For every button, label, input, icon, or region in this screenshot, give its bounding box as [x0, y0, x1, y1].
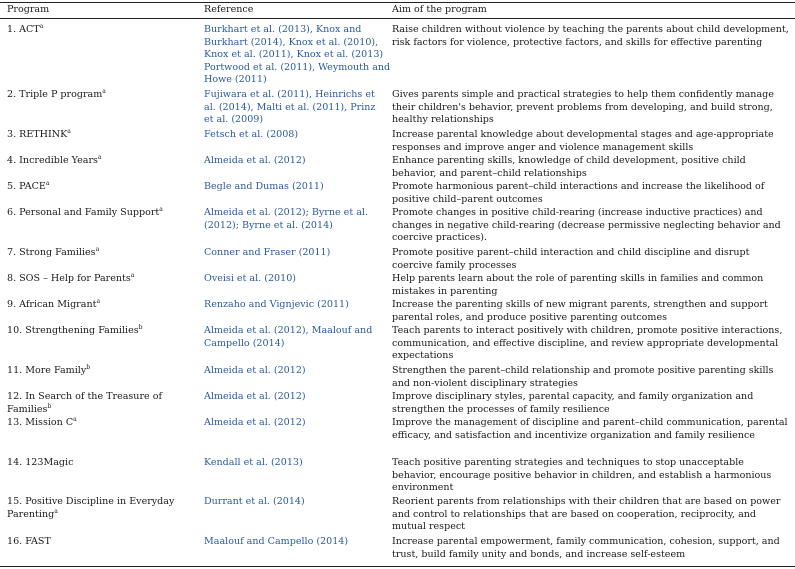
- reference-cell[interactable]: Oveisi et al. (2010): [204, 273, 296, 284]
- aim-cell: Reorient parents from relationships with their children that are based on power and control to relationships that are based on cooperation, reciprocity, and mutual respect: [392, 496, 781, 533]
- aim-cell: Increase parental knowledge about developmental stages and age-appropriate responses and improve anger and violence management skills: [392, 129, 774, 153]
- program-cell: 5. PACE$^a$: [7, 180, 50, 192]
- header-program: Program: [7, 4, 50, 15]
- header-bottom-rule: [0, 18, 795, 19]
- reference-cell[interactable]: Almeida et al. (2012): [204, 365, 306, 376]
- aim-cell: Increase parental empowerment, family communication, cohesion, support, and trust, build family unity and bonds, and increase self-esteem: [392, 536, 780, 560]
- reference-cell[interactable]: Renzaho and Vignjevic (2011): [204, 299, 349, 310]
- program-cell: 15. Positive Discipline in Everyday Parenting$^a$: [7, 496, 175, 520]
- aim-cell: Enhance parenting skills, knowledge of child development, positive child behavior, and parent–child relationships: [392, 155, 746, 179]
- reference-cell[interactable]: Almeida et al. (2012): [204, 417, 306, 428]
- program-cell: 14. 123Magic: [7, 457, 74, 468]
- reference-cell[interactable]: Burkhart et al. (2013), Knox and Burkhart (2014), Knox et al. (2010), Knox et al. (2011), Knox et al. (2013) Portwood et al. (2011), Weymouth and Howe (2011): [204, 24, 391, 86]
- program-cell: 8. SOS – Help for Parents$^a$: [7, 272, 135, 284]
- reference-cell[interactable]: Begle and Dumas (2011): [204, 181, 324, 192]
- aim-cell: Improve the management of discipline and parent–child communication, parental efficacy, and satisfaction and incentivize organization and family resilience: [392, 417, 788, 441]
- aim-cell: Improve disciplinary styles, parental capacity, and family organization and strengthen the processes of family resilience: [392, 391, 754, 415]
- program-cell: 13. Mission $C^a$: [7, 416, 77, 428]
- header-aim: Aim of the program: [392, 4, 487, 15]
- aim-cell: Help parents learn about the role of parenting skills in families and common mistakes in parenting: [392, 273, 764, 297]
- aim-cell: Gives parents simple and practical strategies to help them confidently manage their children's behavior, prevent problems from developing, and build strong, healthy relationships: [392, 89, 774, 126]
- program-cell: 9. African Migrant$^a$: [7, 298, 101, 310]
- table-top-rule: [0, 2, 795, 3]
- reference-cell[interactable]: Almeida et al. (2012), Maalouf and Campello (2014): [204, 325, 373, 349]
- aim-cell: Strengthen the parent–child relationship and promote positive parenting skills and non-violent disciplinary strategies: [392, 365, 774, 389]
- program-cell: 12. In Search of the Treasure of Families$^b$: [7, 391, 162, 415]
- program-cell: 4. Incredible Years$^a$: [7, 154, 102, 166]
- table-bottom-rule: [0, 566, 795, 567]
- reference-cell[interactable]: Kendall et al. (2013): [204, 457, 303, 468]
- reference-cell[interactable]: Fetsch et al. (2008): [204, 129, 299, 140]
- header-reference: Reference: [204, 4, 254, 15]
- aim-cell: Teach positive parenting strategies and techniques to stop unacceptable behavior, encourage positive behavior in children, and establish a harmonious environment: [392, 457, 772, 494]
- aim-cell: Promote changes in positive child-rearing (increase inductive practices) and changes in negative child-rearing (decrease permissive neglecting behavior and coercive practices).: [392, 207, 781, 244]
- reference-cell[interactable]: Durrant et al. (2014): [204, 496, 305, 507]
- program-cell: 10. Strengthening Families$^b$: [7, 324, 143, 336]
- reference-cell[interactable]: Almeida et al. (2012): [204, 391, 306, 402]
- table-header: [0, 4, 795, 18]
- program-cell: 6. Personal and Family Support$^a$: [7, 206, 163, 218]
- program-cell: 3. RETHINK$^a$: [7, 128, 71, 140]
- aim-cell: Teach parents to interact positively with children, promote positive interactions, communication, and effective discipline, and review appropriate developmental expectations: [392, 325, 783, 362]
- program-cell: 7. Strong Families$^a$: [7, 246, 100, 258]
- aim-cell: Promote positive parent–child interaction and child discipline and disrupt coercive family processes: [392, 247, 750, 271]
- reference-cell[interactable]: Almeida et al. (2012); Byrne et al. (2012); Byrne et al. (2014): [204, 207, 368, 231]
- program-cell: 11. More Family$^b$: [7, 364, 91, 376]
- reference-cell[interactable]: Fujiwara et al. (2011), Heinrichs et al. (2014), Malti et al. (2011), Prinz et al. (2009): [204, 89, 376, 126]
- reference-cell[interactable]: Conner and Fraser (2011): [204, 247, 331, 258]
- program-cell: 2. Triple P program$^a$: [7, 88, 106, 100]
- aim-cell: Raise children without violence by teaching the parents about child development, risk factors for violence, protective factors, and skills for effective parenting: [392, 24, 789, 48]
- reference-cell[interactable]: Almeida et al. (2012): [204, 155, 306, 166]
- reference-cell[interactable]: Maalouf and Campello (2014): [204, 536, 349, 547]
- aim-cell: Increase the parenting skills of new migrant parents, strengthen and support parental roles, and produce positive parenting outcomes: [392, 299, 768, 323]
- aim-cell: Promote harmonious parent–child interactions and increase the likelihood of positive child–parent outcomes: [392, 181, 765, 205]
- program-cell: 16. FAST: [7, 536, 51, 547]
- program-cell: 1. ACT$^a$: [7, 23, 44, 35]
